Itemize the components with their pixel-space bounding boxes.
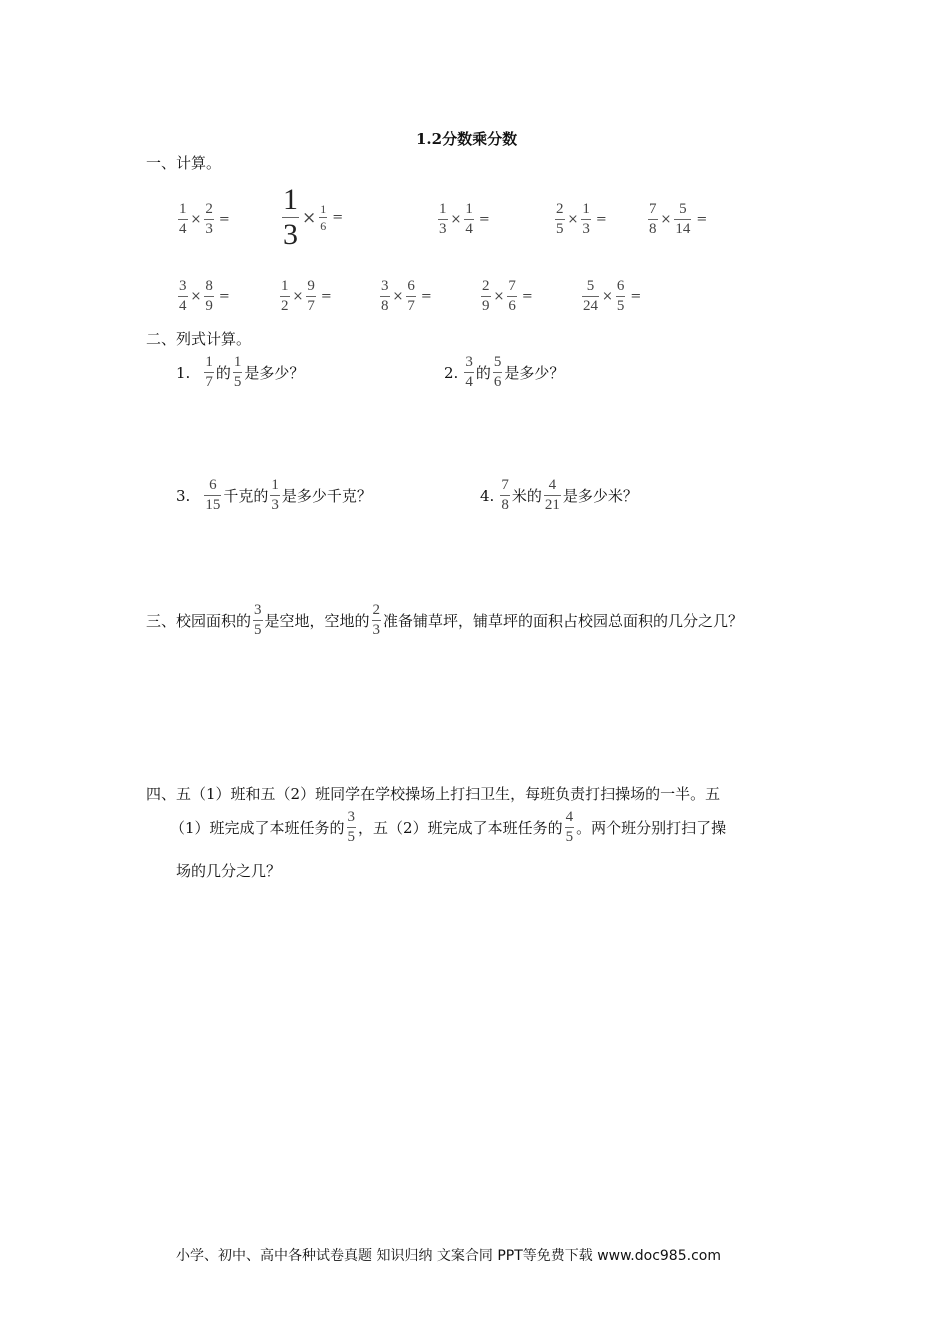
numerator: 1: [271, 477, 279, 493]
numerator: 4: [565, 809, 574, 825]
numerator: 8: [205, 278, 213, 294]
fraction-bar: [464, 372, 474, 373]
numerator: 1: [465, 201, 473, 217]
denominator: 4: [179, 221, 187, 237]
fraction-bar: [306, 296, 316, 297]
section-4-line-3: 场的几分之几？: [176, 862, 282, 880]
numerator: 5: [679, 201, 687, 217]
numerator: 3: [179, 278, 187, 294]
expression-10: [580, 279, 641, 314]
denominator: 9: [205, 298, 213, 314]
fraction: [204, 202, 214, 237]
numerator: 2: [556, 201, 564, 217]
fraction: [233, 355, 243, 390]
equals-sign: =: [420, 289, 432, 304]
denominator: 4: [465, 374, 473, 390]
denominator: 7: [407, 298, 415, 314]
fraction: [555, 202, 565, 237]
fraction: [493, 355, 503, 390]
fraction: [464, 202, 474, 237]
times-sign: ×: [567, 212, 579, 227]
fraction: [464, 355, 474, 390]
numerator: 1: [283, 183, 298, 216]
denominator: 9: [482, 298, 490, 314]
equals-sign: =: [218, 212, 230, 227]
denominator: 3: [205, 221, 213, 237]
fraction-bar: [555, 219, 565, 220]
denominator: 7: [205, 374, 213, 390]
times-sign: ×: [392, 289, 404, 304]
fraction: [500, 478, 510, 513]
question-2-3: 3. $\frac{6}{15}$ 千克的 $\frac{1}{3}$ 是多少千克？: [176, 477, 372, 513]
section-1-heading: 一、计算。: [146, 154, 222, 172]
denominator: 3: [439, 221, 447, 237]
fraction: [372, 603, 382, 638]
numerator: 3: [381, 278, 389, 294]
denominator: 5: [556, 221, 564, 237]
denominator: 21: [544, 497, 560, 513]
equals-sign: =: [332, 210, 344, 225]
fraction-bar: [372, 620, 382, 621]
times-sign: ×: [602, 289, 613, 304]
numerator: 1: [281, 278, 289, 294]
fraction-bar: [544, 495, 561, 496]
numerator: 1: [439, 201, 447, 217]
fraction: [178, 202, 188, 237]
equals-sign: =: [320, 289, 332, 304]
denominator: 8: [649, 221, 657, 237]
numerator: 3: [465, 354, 473, 370]
fraction-bar: [280, 296, 290, 297]
fraction: [406, 279, 416, 314]
denominator: 5: [347, 829, 356, 845]
page-title: 1.2分数乘分数: [416, 130, 518, 148]
times-sign: ×: [302, 207, 317, 228]
denominator: 4: [465, 221, 473, 237]
fraction-bar: [178, 296, 188, 297]
fraction-bar: [178, 219, 188, 220]
denominator: 2: [281, 298, 289, 314]
fraction-bar: [204, 495, 221, 496]
fraction: [616, 279, 626, 314]
expression-2: [280, 185, 343, 250]
denominator: 8: [381, 298, 389, 314]
fraction-bar: [565, 827, 575, 828]
fraction-bar: [616, 296, 626, 297]
equals-sign: =: [696, 212, 708, 227]
numerator: 4: [548, 477, 557, 493]
fraction-bar: [464, 219, 474, 220]
denominator: 5: [233, 374, 242, 390]
denominator: 8: [501, 497, 509, 513]
fraction: [270, 478, 280, 513]
fraction-bar: [253, 620, 263, 621]
numerator: 2: [372, 602, 381, 618]
denominator: 5: [616, 298, 625, 314]
numerator: 6: [616, 278, 625, 294]
fraction: [204, 355, 214, 390]
fraction-bar: [493, 372, 503, 373]
denominator: 14: [675, 221, 691, 237]
fraction-bar: [581, 219, 591, 220]
fraction: [306, 279, 316, 314]
fraction-bar: [270, 495, 280, 496]
equals-sign: =: [478, 212, 490, 227]
denominator: 3: [271, 497, 279, 513]
numerator: 5: [493, 354, 502, 370]
section-3-question: 三、校园面积的 $\frac{3}{5}$ 是空地，空地的 $\frac{2}{3}$ 准备铺草坪，铺草坪的面积占校园总面积的几分之几？: [146, 602, 744, 638]
expression-3: [436, 202, 490, 237]
question-2-4: 4. $\frac{7}{8}$ 米的 $\frac{4}{21}$ 是多少米？: [480, 477, 638, 513]
times-sign: ×: [190, 289, 202, 304]
expression-8: [378, 279, 432, 314]
numerator: 1: [320, 202, 327, 216]
question-2-2: 2. $\frac{3}{4}$ 的 $\frac{5}{6}$ 是多少？: [444, 354, 565, 390]
fraction: [347, 810, 357, 845]
numerator: 7: [508, 278, 516, 294]
fraction: [581, 202, 591, 237]
equals-sign: =: [521, 289, 533, 304]
numerator: 7: [501, 477, 509, 493]
denominator: 24: [583, 298, 598, 314]
fraction: [178, 279, 188, 314]
denominator: 3: [372, 622, 381, 638]
section-2-heading: 二、列式计算。: [146, 330, 252, 348]
fraction-bar: [204, 372, 214, 373]
section-4-line-1: 四、五（1）班和五（2）班同学在学校操场上打扫卫生，每班负责打扫操场的一半。五: [146, 785, 721, 803]
fraction-bar: [319, 217, 327, 218]
denominator: 5: [254, 622, 262, 638]
expression-4: [553, 202, 607, 237]
numerator: 1: [233, 354, 242, 370]
times-sign: ×: [292, 289, 304, 304]
fraction-bar: [582, 296, 599, 297]
fraction-bar: [233, 372, 243, 373]
fraction-bar: [648, 219, 658, 220]
equals-sign: =: [218, 289, 230, 304]
fraction: [280, 279, 290, 314]
numerator: 3: [347, 809, 356, 825]
numerator: 1: [179, 201, 187, 217]
numerator: 6: [407, 278, 415, 294]
denominator: 6: [320, 219, 327, 233]
fraction-bar: [204, 219, 214, 220]
question-2-1: 1. $\frac{1}{7}$ 的 $\frac{1}{5}$ 是多少？: [176, 354, 305, 390]
fraction-bar: [204, 296, 214, 297]
numerator: 1: [582, 201, 590, 217]
equals-sign: =: [595, 212, 607, 227]
denominator: 4: [179, 298, 187, 314]
times-sign: ×: [190, 212, 202, 227]
numerator: 6: [209, 477, 217, 493]
fraction: [507, 279, 517, 314]
fraction-bar: [481, 296, 491, 297]
fraction: [204, 279, 214, 314]
numerator: 2: [482, 278, 490, 294]
fraction: [438, 202, 448, 237]
fraction-bar: [406, 296, 416, 297]
fraction: [582, 279, 599, 314]
denominator: 5: [565, 829, 574, 845]
fraction: [648, 202, 658, 237]
numerator: 5: [586, 278, 595, 294]
fraction-bar: [507, 296, 517, 297]
fraction: [380, 279, 390, 314]
times-sign: ×: [660, 212, 672, 227]
numerator: 2: [205, 201, 213, 217]
fraction: [204, 478, 221, 513]
fraction: [253, 603, 263, 638]
fraction: [565, 810, 575, 845]
expression-6: [176, 279, 230, 314]
times-sign: ×: [450, 212, 462, 227]
expression-9: [479, 279, 533, 314]
equals-sign: =: [630, 289, 642, 304]
fraction: [282, 185, 299, 250]
fraction-bar: [500, 495, 510, 496]
fraction-bar: [674, 219, 691, 220]
times-sign: ×: [493, 289, 505, 304]
fraction: [319, 203, 327, 232]
numerator: 3: [254, 602, 262, 618]
denominator: 3: [283, 218, 298, 251]
numerator: 9: [307, 278, 315, 294]
expression-7: [278, 279, 332, 314]
fraction: [674, 202, 691, 237]
numerator: 1: [205, 354, 213, 370]
denominator: 3: [582, 221, 590, 237]
denominator: 6: [508, 298, 516, 314]
fraction-bar: [380, 296, 390, 297]
fraction-bar: [438, 219, 448, 220]
fraction-bar: [347, 827, 357, 828]
expression-5: [646, 202, 707, 237]
section-4-line-2: （1）班完成了本班任务的 $\frac{3}{5}$ ，五（2）班完成了本班任务的 $\frac{4}{5}$ 。两个班分别打扫了操: [170, 809, 727, 845]
numerator: 7: [649, 201, 657, 217]
fraction: [544, 478, 561, 513]
expression-1: [176, 202, 230, 237]
denominator: 15: [205, 497, 221, 513]
denominator: 6: [493, 374, 502, 390]
footer-text: 小学、初中、高中各种试卷真题 知识归纳 文案合同 PPT等免费下载 www.doc985.com: [176, 1248, 721, 1264]
fraction: [481, 279, 491, 314]
denominator: 7: [307, 298, 315, 314]
